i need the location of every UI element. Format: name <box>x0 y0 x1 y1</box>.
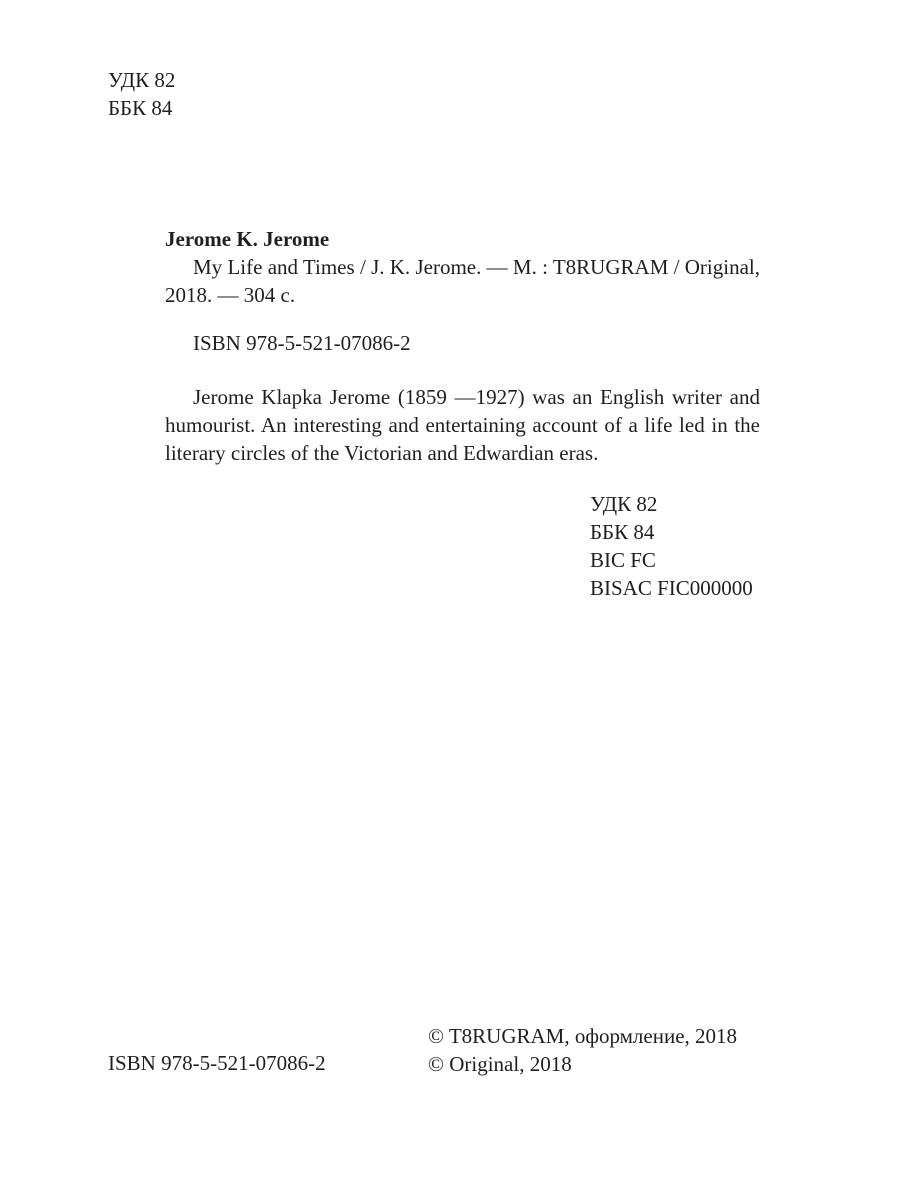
bib-author: Jerome K. Jerome <box>165 227 330 251</box>
copyright-design: © T8RUGRAM, оформление, 2018 <box>428 1024 738 1048</box>
bib-description: My Life and Times / J. K. Jerome. — M. : T8RUGRAM / Original, 2018. — 304 c. <box>165 255 760 307</box>
copyright-notices <box>428 1022 737 1078</box>
annotation-paragraph: Jerome Klapka Jerome (1859 —1927) was an English writer and humourist. An interesting and entertaining account of a life led in the literary circles of the Victorian and Edwardian eras. <box>165 385 760 465</box>
copyright-original: © Original, 2018 <box>428 1052 572 1076</box>
footer-isbn: ISBN 978-5-521-07086-2 <box>108 1051 326 1075</box>
isbn-entry: ISBN 978-5-521-07086-2 <box>193 331 411 355</box>
bisac-code: BISAC FIC000000 <box>590 576 753 600</box>
top-classification-codes <box>108 66 175 122</box>
top-bbk-code: ББК 84 <box>108 96 173 120</box>
top-udk-code: УДК 82 <box>108 68 176 92</box>
bbk-code: ББК 84 <box>590 520 655 544</box>
classification-codes <box>590 490 753 602</box>
bibliographic-entry <box>165 225 760 309</box>
udk-code: УДК 82 <box>590 492 658 516</box>
bic-code: BIC FC <box>590 548 656 572</box>
